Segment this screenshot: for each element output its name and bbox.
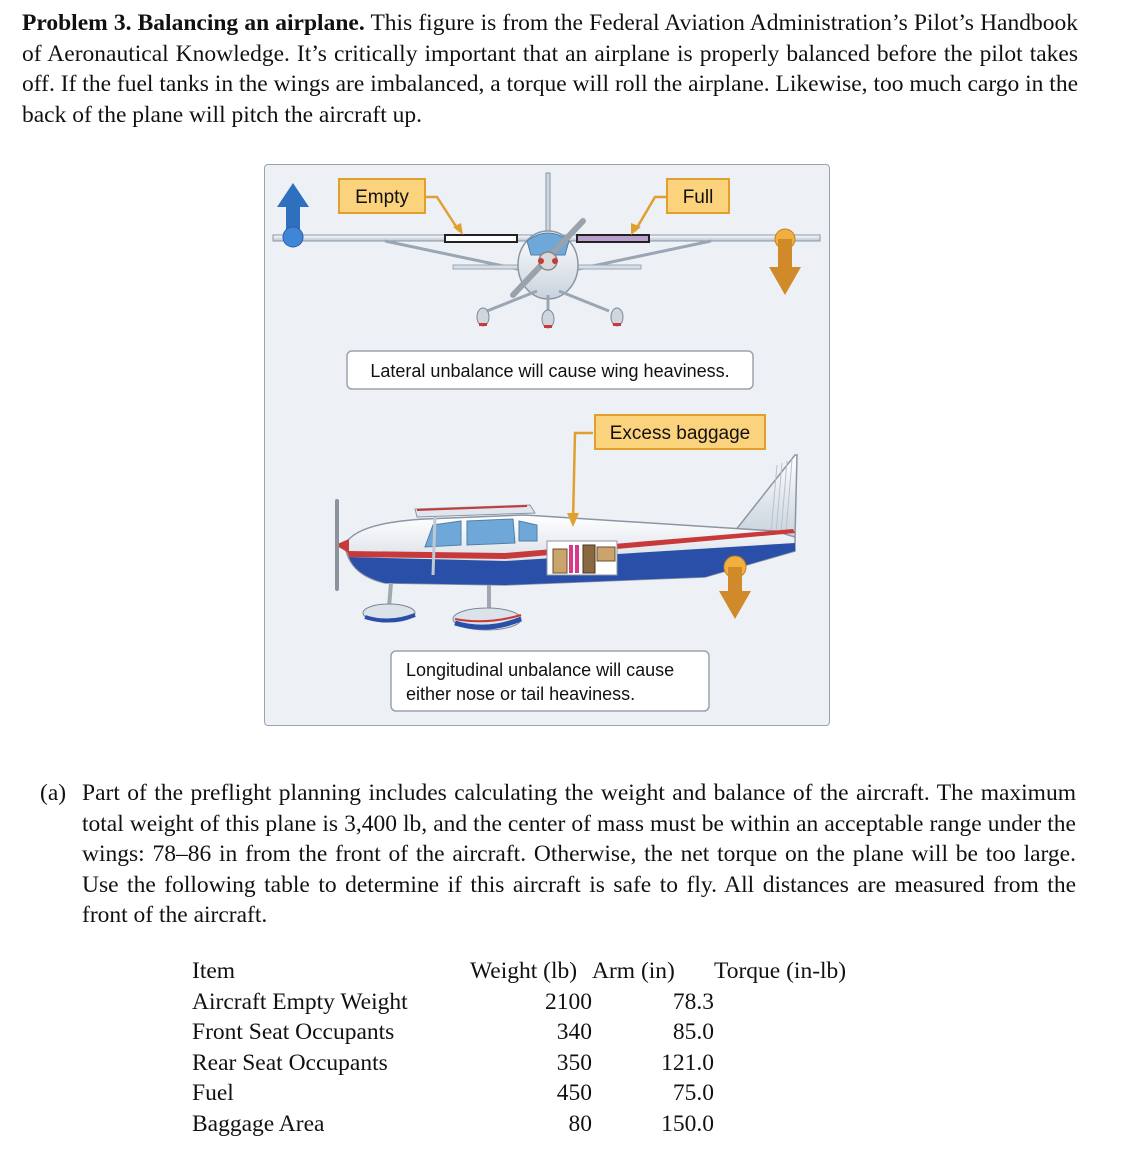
row-torque <box>714 1109 894 1140</box>
row-weight: 340 <box>556 1019 592 1045</box>
label-empty-text: Empty <box>355 187 409 208</box>
label-empty <box>339 179 425 213</box>
caption-lateral <box>347 351 753 389</box>
table-row <box>192 1017 894 1048</box>
problem-heading: Problem 3. Balancing an airplane. <box>22 10 365 36</box>
part-a <box>40 778 1076 931</box>
header-item: Item <box>192 958 236 984</box>
row-arm: 121.0 <box>661 1049 714 1076</box>
header-weight: Weight (lb) <box>470 958 578 984</box>
label-full-text: Full <box>682 187 714 208</box>
caption-lateral-text: Lateral unbalance will cause wing heaviness. <box>370 361 730 381</box>
row-arm: 78.3 <box>672 988 714 1015</box>
row-torque <box>714 1017 894 1048</box>
row-item: Rear Seat Occupants <box>192 1049 388 1076</box>
intro-paragraph <box>22 8 1078 130</box>
row-arm: 150.0 <box>661 1110 714 1137</box>
part-a-text: Part of the preflight planning includes calculating the weight and balance of the aircraft. The maximum total weight of this plane is 3,400 lb, and the center of mass must be within an acceptable range under the wings: 78–86 in from the front of the aircraft. Otherwise, the net torque on the plane will be too large. Use the following table to determine if this aircraft is safe to fly. All distances are measured from the front of the aircraft. <box>82 780 1076 928</box>
tail-heavy-arrow-down-icon <box>719 556 751 619</box>
table-row <box>192 1078 894 1109</box>
table-row <box>192 1109 894 1140</box>
table-row <box>192 987 894 1018</box>
caption-longitudinal-line2: either nose or tail heaviness. <box>406 684 636 704</box>
row-arm: 85.0 <box>672 1019 714 1045</box>
row-item: Front Seat Occupants <box>192 1019 395 1045</box>
row-weight: 80 <box>568 1110 592 1137</box>
header-arm: Arm (in) <box>592 958 675 984</box>
row-item: Aircraft Empty Weight <box>192 988 408 1015</box>
label-excess-baggage <box>595 415 765 449</box>
row-torque <box>714 987 894 1018</box>
row-item: Baggage Area <box>192 1110 325 1137</box>
table-row <box>192 1048 894 1079</box>
row-weight: 350 <box>556 1049 592 1076</box>
weight-balance-table <box>192 956 894 1139</box>
row-weight: 2100 <box>545 988 592 1015</box>
part-a-label: (a) <box>40 780 67 806</box>
label-excess-baggage-text: Excess baggage <box>609 423 751 444</box>
label-full <box>667 179 729 213</box>
table-header-row <box>192 956 894 987</box>
row-torque <box>714 1078 894 1109</box>
right-fuel-tank-full <box>577 235 649 242</box>
figure-illustration <box>265 165 831 727</box>
row-item: Fuel <box>192 1080 234 1106</box>
caption-longitudinal-line1: Longitudinal unbalance will cause <box>406 660 675 680</box>
row-torque <box>714 1048 894 1079</box>
row-weight: 450 <box>556 1080 592 1106</box>
intro-text: This figure is from the Federal Aviation Administration’s Pilot’s Handbook of Aeronautical Knowledge. It’s critically important that an airplane is properly balanced before the pilot takes off. If the fuel tanks in the wings are imbalanced, a torque will roll the airplane. Likewise, too much cargo in the back of the plane will pitch the aircraft up. <box>22 10 1078 128</box>
airplane-balance-figure <box>264 164 830 726</box>
row-arm: 75.0 <box>672 1080 714 1106</box>
header-torque: Torque (in-lb) <box>714 958 847 984</box>
left-fuel-tank-empty <box>445 235 517 242</box>
caption-longitudinal <box>391 651 709 711</box>
